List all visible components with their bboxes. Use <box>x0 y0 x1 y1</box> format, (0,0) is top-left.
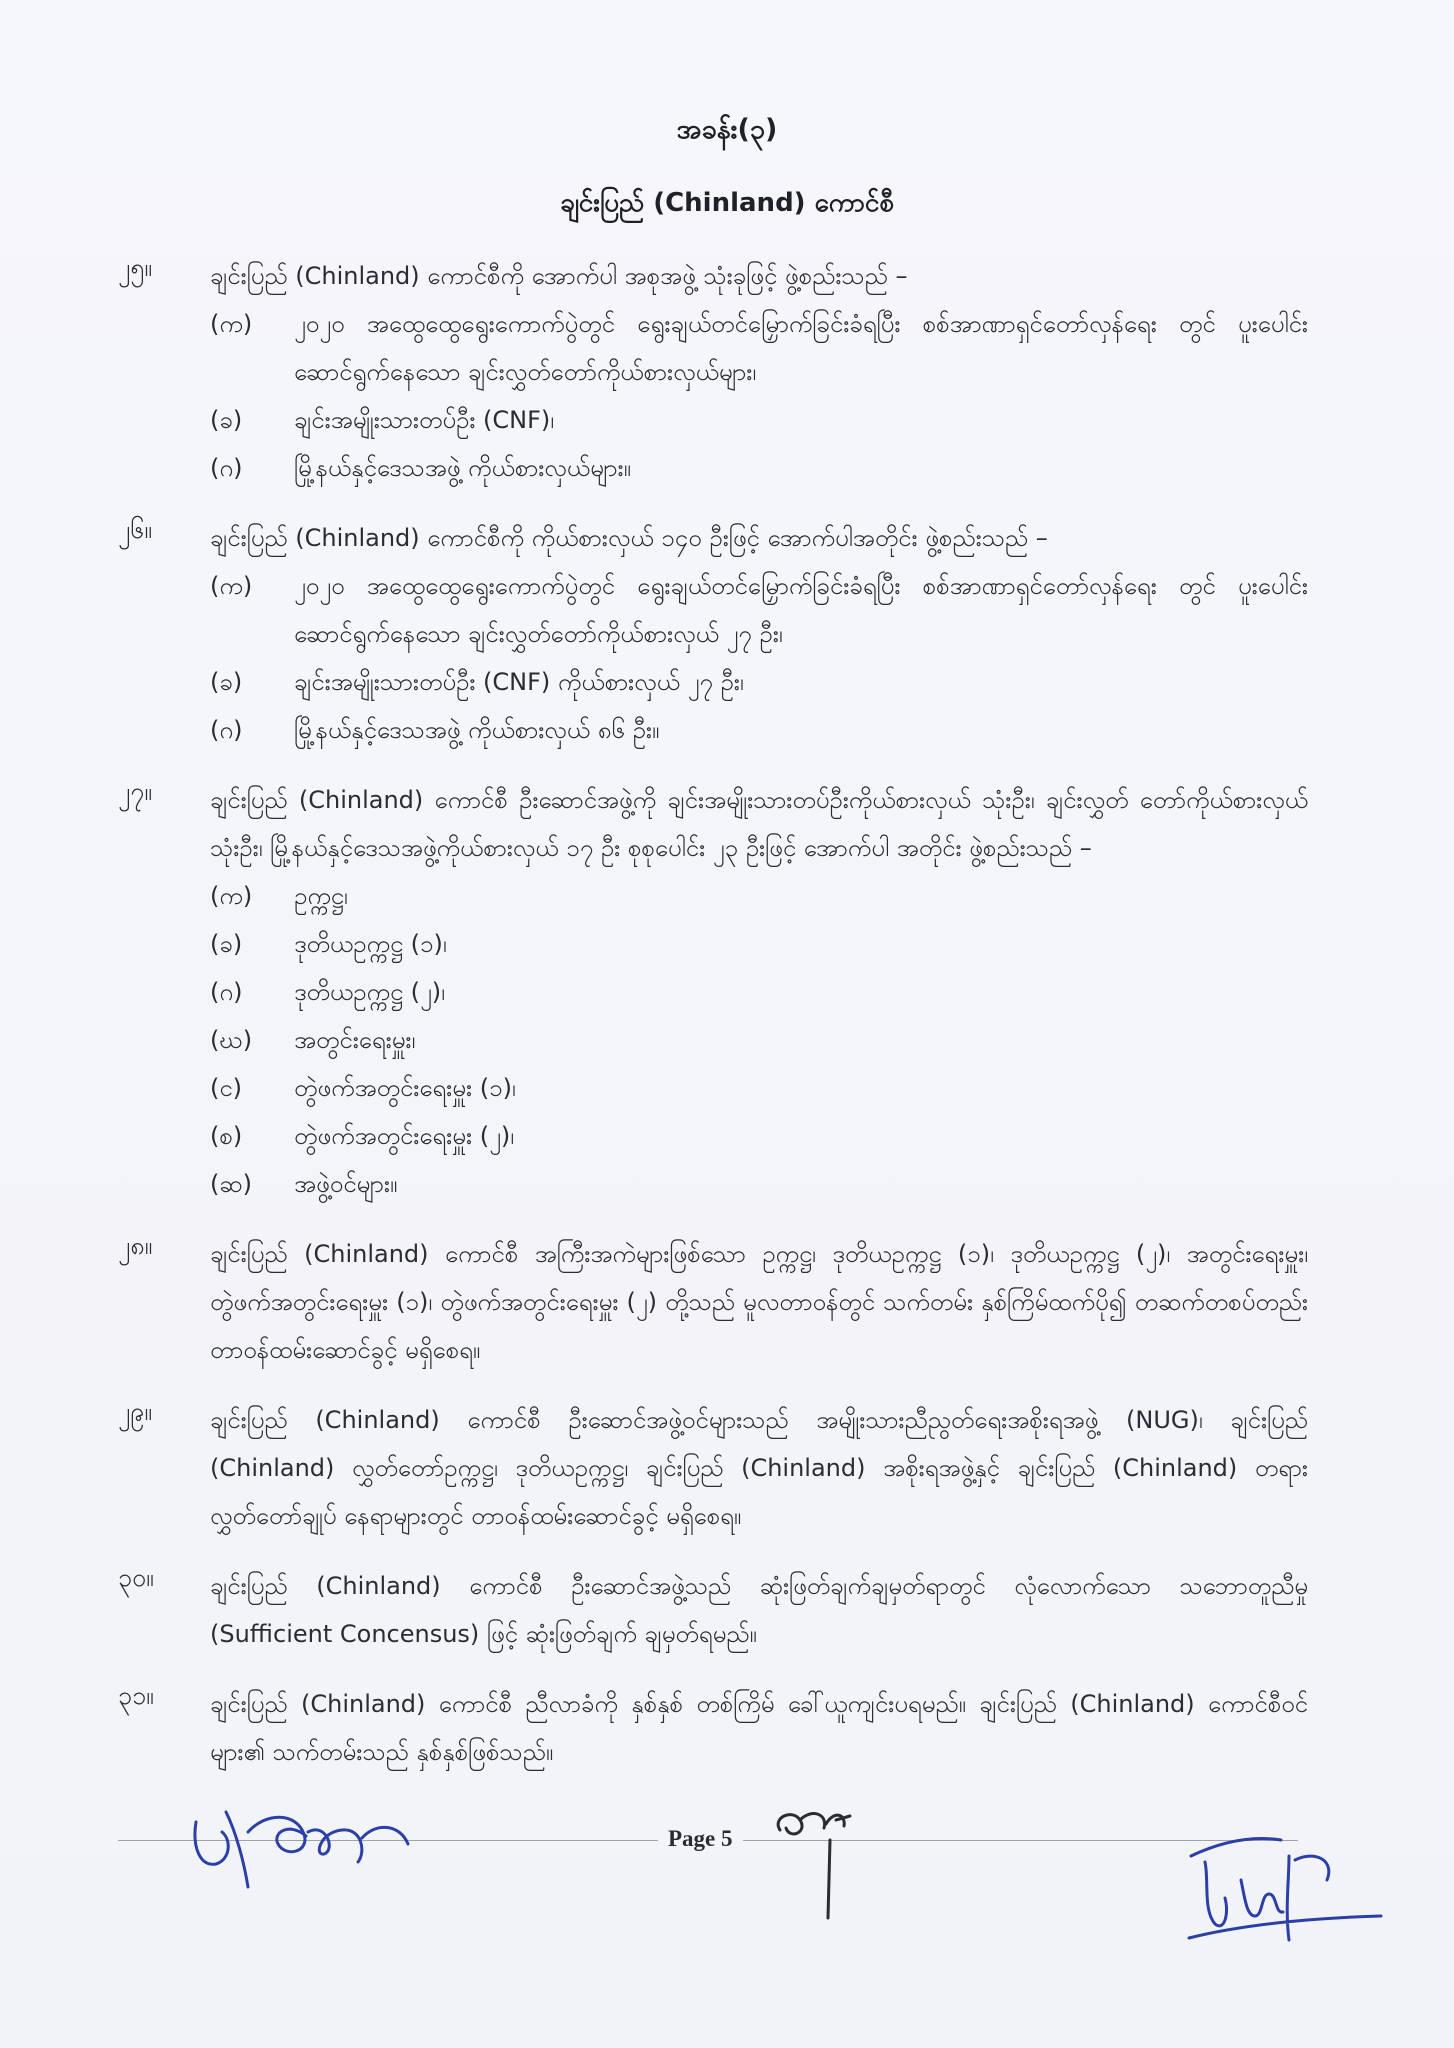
list-item <box>118 1064 1308 1112</box>
list-item-label: (ဆ) <box>210 1170 252 1198</box>
paragraph-text: ချင်းပြည် (Chinland) ကောင်စီ အကြီးအကဲများဖြစ်သော ဥက္ကဋ္ဌ၊ ဒုတိယဥက္ကဋ္ဌ (၁)၊ ဒုတိယဥက္ကဋ္ဌ (၂)၊ အတွင်းရေးမှူး၊ တွဲဖက်အတွင်းရေးမှူး (၁)၊ တွဲဖက်အတွင်းရေးမှူး (၂) တို့သည် မူလတာဝန်တွင် သက်တမ်း နှစ်ကြိမ်ထက်ပို၍ တဆက်တစပ်တည်း တာဝန်ထမ်းဆောင်ခွင့် မရှိစေရ။ <box>210 1240 1308 1364</box>
paragraph-text: ချင်းပြည် (Chinland) ကောင်စီကို ကိုယ်စားလှယ် ၁၄၀ ဦးဖြင့် အောက်ပါအတိုင်း ဖွဲ့စည်းသည် – <box>210 524 1048 552</box>
list-item-label: (ခ) <box>210 406 243 434</box>
paragraph <box>118 1396 1308 1540</box>
list-item <box>118 658 1308 706</box>
list-item-label: (က) <box>210 882 253 910</box>
paragraph <box>118 1562 1308 1658</box>
list-item-label: (ဂ) <box>210 978 243 1006</box>
list-item <box>118 396 1308 444</box>
list-item-label: (ခ) <box>210 668 243 696</box>
list-item <box>118 1112 1308 1160</box>
list-item <box>118 562 1308 658</box>
list-item-text: တွဲဖက်အတွင်းရေးမှူး (၂)၊ <box>294 1122 515 1150</box>
list-item <box>118 968 1308 1016</box>
paragraph-number: ၂၅။ <box>118 253 152 282</box>
list-item-text: ၂၀၂၀ အထွေထွေရွေးကောက်ပွဲတွင် ရွေးချယ်တင်မြှောက်ခြင်းခံရပြီး စစ်အာဏာရှင်တော်လှန်ရေး တွင် ပူးပေါင်းဆောင်ရွက်နေသော ချင်းလွှတ်တော်ကိုယ်စားလှယ် ၂၇ ဦး၊ <box>294 572 1308 648</box>
list-item-label: (ခ) <box>210 930 243 958</box>
list-item <box>118 444 1308 492</box>
list-item-text: မြို့နယ်နှင့်ဒေသအဖွဲ့ ကိုယ်စားလှယ်များ။ <box>294 454 631 482</box>
paragraph <box>118 514 1308 754</box>
list-item-text: ဒုတိယဥက္ကဋ္ဌ (၁)၊ <box>294 930 447 958</box>
paragraph-number: ၂၉။ <box>118 1397 152 1426</box>
paragraph <box>118 776 1308 1208</box>
list-item-label: (က) <box>210 572 253 600</box>
paragraph-number: ၂၇။ <box>118 777 152 806</box>
paragraph-number: ၂၈။ <box>118 1231 153 1260</box>
list-item <box>118 300 1308 396</box>
list-item-text: ချင်းအမျိုးသားတပ်ဦး (CNF)၊ <box>294 406 555 434</box>
paragraph <box>118 1230 1308 1374</box>
paragraph <box>118 1680 1308 1776</box>
list-item-text: တွဲဖက်အတွင်းရေးမှူး (၁)၊ <box>294 1074 516 1102</box>
signature-left <box>186 1792 416 1892</box>
paragraph <box>118 252 1308 492</box>
section-title: ချင်းပြည် (Chinland) ကောင်စီ <box>560 188 894 218</box>
list-item-text: ၂၀၂၀ အထွေထွေရွေးကောက်ပွဲတွင် ရွေးချယ်တင်မြှောက်ခြင်းခံရပြီး စစ်အာဏာရှင်တော်လှန်ရေး တွင် ပူးပေါင်းဆောင်ရွက်နေသော ချင်းလွှတ်တော်ကိုယ်စားလှယ်များ၊ <box>294 310 1308 386</box>
list-item <box>118 706 1308 754</box>
list-item-label: (င) <box>210 1074 243 1102</box>
signature-right <box>1185 1820 1385 1960</box>
list-item-label: (ဃ) <box>210 1026 253 1054</box>
list-item-text: ချင်းအမျိုးသားတပ်ဦး (CNF) ကိုယ်စားလှယ် ၂၇ ဦး၊ <box>294 668 744 696</box>
list-item-label: (ဂ) <box>210 716 243 744</box>
paragraph-number: ၃၁။ <box>118 1681 154 1710</box>
paragraph-text: ချင်းပြည် (Chinland) ကောင်စီ ဦးဆောင်အဖွဲ့ကို ချင်းအမျိုးသားတပ်ဦးကိုယ်စားလှယ် သုံးဦး၊ ချင်းလွှတ် တော်ကိုယ်စားလှယ် သုံးဦး၊ မြို့နယ်နှင့်ဒေသအဖွဲ့ကိုယ်စားလှယ် ၁၇ ဦး စုစုပေါင်း ၂၃ ဦးဖြင့် အောက်ပါ အတိုင်း ဖွဲ့စည်းသည် – <box>210 786 1308 862</box>
list-item-label: (ဂ) <box>210 454 243 482</box>
list-item-text: မြို့နယ်နှင့်ဒေသအဖွဲ့ ကိုယ်စားလှယ် ၈၆ ဦး။ <box>294 716 660 744</box>
list-item <box>118 1016 1308 1064</box>
paragraph-text: ချင်းပြည် (Chinland) ကောင်စီ ညီလာခံကို နှစ်နှစ် တစ်ကြိမ် ခေါ်ယူကျင်းပရမည်။ ချင်းပြည် (Chinland) ကောင်စီဝင်များ၏ သက်တမ်းသည် နှစ်နှစ်ဖြစ်သည်။ <box>210 1690 1308 1766</box>
list-item-label: (က) <box>210 310 253 338</box>
paragraph-text: ချင်းပြည် (Chinland) ကောင်စီ ဦးဆောင်အဖွဲ့သည် ဆုံးဖြတ်ချက်ချမှတ်ရာတွင် လုံလောက်သော သဘောတူညီမှု (Sufficient Concensus) ဖြင့် ဆုံးဖြတ်ချက် ချမှတ်ရမည်။ <box>210 1572 1308 1648</box>
list-item <box>118 920 1308 968</box>
list-item-text: အတွင်းရေးမှူး၊ <box>294 1026 416 1054</box>
list-item-text: အဖွဲ့ဝင်များ။ <box>294 1170 398 1198</box>
list-item-label: (စ) <box>210 1122 243 1150</box>
list-item <box>118 872 1308 920</box>
list-item <box>118 1160 1308 1208</box>
paragraph-text: ချင်းပြည် (Chinland) ကောင်စီကို အောက်ပါ အစုအဖွဲ့ သုံးခုဖြင့် ဖွဲ့စည်းသည် – <box>210 262 908 290</box>
page-number: Page 5 <box>658 1826 743 1852</box>
chapter-heading: အခန်း(၃) <box>676 114 778 145</box>
list-item-text: ဥက္ကဋ္ဌ၊ <box>294 882 348 910</box>
paragraph-number: ၃၀။ <box>118 1563 154 1592</box>
list-item-text: ဒုတိယဥက္ကဋ္ဌ (၂)၊ <box>294 978 445 1006</box>
signature-middle <box>770 1800 870 1920</box>
paragraph-number: ၂၆။ <box>118 515 152 544</box>
paragraph-text: ချင်းပြည် (Chinland) ကောင်စီ ဦးဆောင်အဖွဲ့ဝင်များသည် အမျိုးသားညီညွတ်ရေးအစိုးရအဖွဲ့ (NUG)၊ ချင်းပြည် (Chinland) လွှတ်တော်ဥက္ကဋ္ဌ၊ ဒုတိယဥက္ကဋ္ဌ၊ ချင်းပြည် (Chinland) အစိုးရအဖွဲ့နှင့် ချင်းပြည် (Chinland) တရားလွှတ်တော်ချုပ် နေရာများတွင် တာဝန်ထမ်းဆောင်ခွင့် မရှိစေရ။ <box>210 1406 1308 1530</box>
document-body <box>118 252 1308 1798</box>
